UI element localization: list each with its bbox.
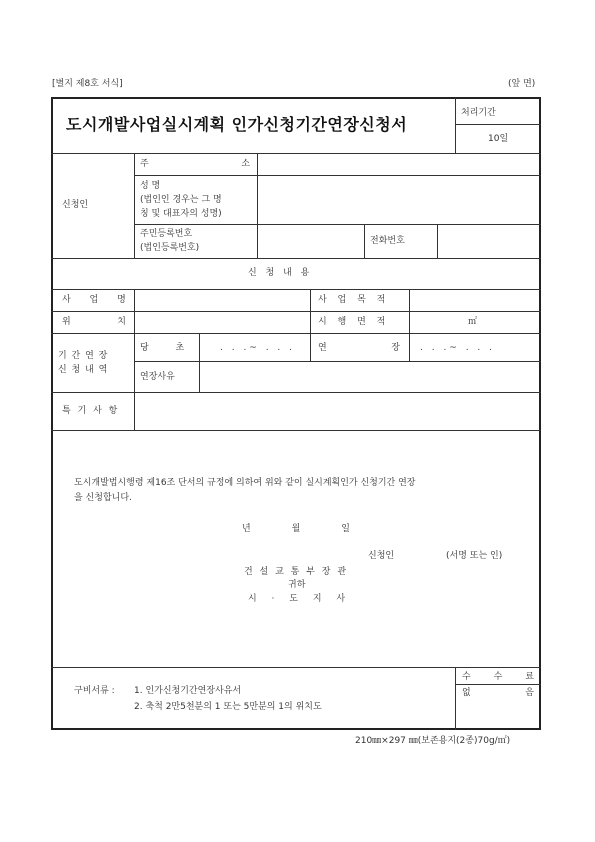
registration-number-field[interactable]	[258, 225, 364, 258]
address-label: 주 소	[140, 159, 250, 169]
divider	[51, 333, 541, 334]
divider	[51, 667, 541, 668]
project-name-field[interactable]	[135, 290, 310, 311]
page-side-label: (앞 면)	[508, 79, 536, 89]
divider	[455, 124, 541, 125]
divider	[51, 430, 541, 431]
application-date: 년 월 일	[242, 524, 350, 534]
area-unit: ㎡	[468, 317, 478, 327]
form-title: 도시개발사업실시계획 인가신청기간연장신청서	[66, 115, 408, 134]
registration-label-sub: (법인등록번호)	[140, 243, 200, 253]
content-section-label: 신 청 내 용	[248, 268, 313, 278]
extended-period-value: . . .~ . . .	[420, 343, 496, 353]
recipient-governor: 시 · 도 지 사	[248, 594, 352, 604]
divider	[51, 258, 541, 259]
declaration-text: 도시개발법시행령 제16조 단서의 규정에 의하여 위와 같이 실시계획인가 신청기간 연장	[74, 478, 416, 488]
extension-reason-label: 연장사유	[140, 372, 175, 382]
declaration-text-cont: 을 신청합니다.	[74, 493, 132, 503]
extension-reason-field[interactable]	[200, 362, 540, 392]
location-field[interactable]	[135, 312, 310, 333]
divider	[455, 97, 456, 153]
signature-note: (서명 또는 인)	[446, 551, 503, 561]
recipient-honorific: 귀하	[288, 580, 306, 590]
fee-label: 수 수 료	[462, 672, 534, 682]
name-field[interactable]	[258, 176, 540, 224]
project-name-label: 사 업 명	[62, 295, 134, 305]
registration-label: 주민등록번호	[140, 229, 193, 239]
name-note-2: 칭 및 대표자의 성명)	[140, 209, 222, 219]
processing-period-label: 처리기간	[461, 108, 496, 118]
attachments-label: 구비서류 :	[74, 686, 115, 696]
divider	[310, 289, 311, 361]
name-label: 성 명	[140, 181, 161, 191]
divider	[455, 667, 456, 730]
form-number-label: [별지 제8호 서식]	[52, 79, 123, 89]
applicant-section-label: 신청인	[62, 200, 89, 210]
divider	[364, 224, 365, 258]
extended-period-label: 연 장	[318, 343, 400, 353]
area-label: 시 행 면 적	[318, 317, 390, 327]
divider	[134, 153, 135, 258]
name-note-1: (법인인 경우는 그 명	[140, 195, 222, 205]
signer-label: 신청인	[368, 551, 395, 561]
extension-label-sub: 신 청 내 역	[58, 365, 109, 375]
phone-label: 전화번호	[370, 236, 405, 246]
recipient-minister: 건 설 교 통 부 장 관	[244, 567, 349, 577]
original-period-value: . . .~ . . .	[220, 343, 296, 353]
fee-value: 없 음	[462, 688, 534, 698]
location-label: 위 치	[62, 317, 126, 327]
original-period-label: 당 초	[140, 343, 197, 353]
processing-period-value: 10일	[488, 134, 509, 144]
paper-spec: 210㎜×297 ㎜(보존용지(2종)70g/㎡)	[355, 736, 511, 746]
divider	[455, 684, 541, 685]
remarks-label: 특 기 사 항	[62, 406, 120, 416]
attachment-item: 1. 인가신청기간연장사유서	[134, 686, 242, 696]
project-purpose-label: 사 업 목 적	[318, 295, 390, 305]
address-field[interactable]	[258, 154, 540, 175]
phone-field[interactable]	[438, 225, 540, 258]
remarks-field[interactable]	[135, 393, 540, 430]
extension-label: 기 간 연 장	[58, 351, 109, 361]
attachment-item: 2. 축척 2만5천분의 1 또는 5만분의 1의 위치도	[134, 702, 322, 712]
project-purpose-field[interactable]	[410, 290, 540, 311]
